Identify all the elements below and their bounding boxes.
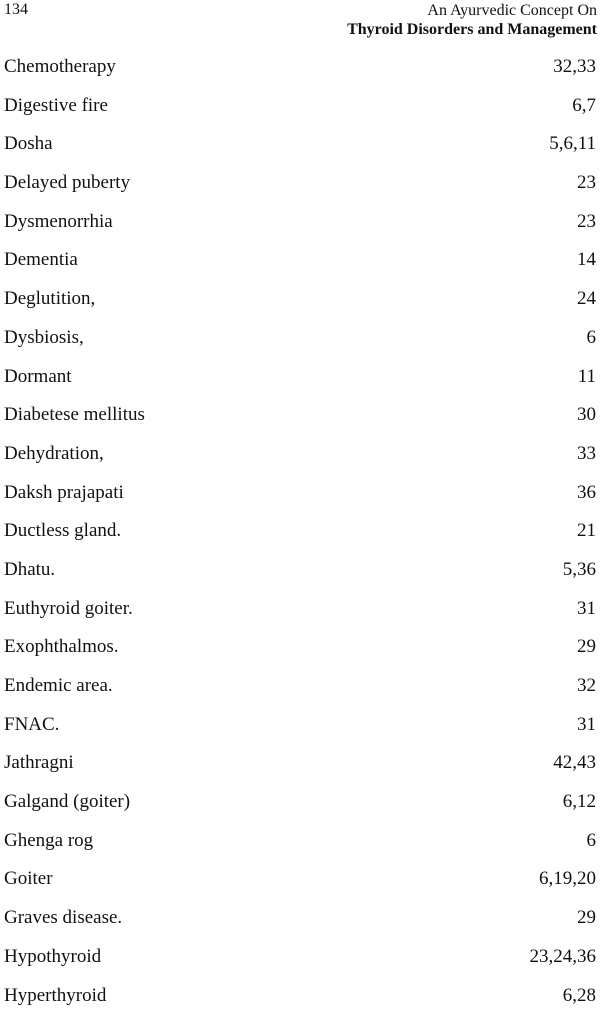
index-entry: [0, 48, 600, 87]
index-page-numbers: 30: [577, 396, 596, 434]
index-entry: [0, 590, 600, 629]
index-page-numbers: 6,19,20: [539, 860, 596, 898]
index-page-numbers: 23,24,36: [530, 938, 597, 976]
index-entry: [0, 628, 600, 667]
book-title-line1: An Ayurvedic Concept On: [347, 1, 597, 20]
index-entry: [0, 280, 600, 319]
index-entry: [0, 706, 600, 745]
index-entry: [0, 87, 600, 126]
index-term: Digestive fire: [4, 87, 108, 125]
index-page-numbers: 6,28: [563, 977, 596, 1015]
index-term: FNAC.: [4, 706, 59, 744]
running-head: [347, 1, 597, 39]
index-entry: [0, 899, 600, 938]
index-term: Dysbiosis,: [4, 319, 84, 357]
index-term: Exophthalmos.: [4, 628, 119, 666]
index-page-numbers: 23: [577, 203, 596, 241]
index-term: Goiter: [4, 860, 53, 898]
index-term: Daksh prajapati: [4, 474, 124, 512]
index-entry: [0, 358, 600, 397]
index-page-numbers: 6,7: [572, 87, 596, 125]
index-term: Hyperthyroid: [4, 977, 106, 1015]
index-entry: [0, 744, 600, 783]
index-term: Dormant: [4, 358, 72, 396]
index-page-numbers: 6,12: [563, 783, 596, 821]
index-page-numbers: 32,33: [553, 48, 596, 86]
index-entry: [0, 319, 600, 358]
index-page-numbers: 33: [577, 435, 596, 473]
index-entry: [0, 435, 600, 474]
index-term: Dosha: [4, 125, 53, 163]
index-entry: [0, 203, 600, 242]
page-header: [0, 0, 600, 44]
index-entry: [0, 512, 600, 551]
index-page-numbers: 31: [577, 590, 596, 628]
index-page-numbers: 36: [577, 474, 596, 512]
index-term: Dysmenorrhia: [4, 203, 113, 241]
index-page-numbers: 29: [577, 628, 596, 666]
index-page-numbers: 5,36: [563, 551, 596, 589]
page-number: 134: [4, 1, 28, 19]
index-entry: [0, 938, 600, 977]
index-entry: [0, 241, 600, 280]
index-entry: [0, 164, 600, 203]
index-entry: [0, 551, 600, 590]
index-entry: [0, 977, 600, 1015]
index-entry: [0, 822, 600, 861]
index-page-numbers: 11: [578, 358, 596, 396]
index-term: Chemotherapy: [4, 48, 116, 86]
index-list: [0, 48, 600, 1015]
index-term: Dehydration,: [4, 435, 104, 473]
index-term: Ghenga rog: [4, 822, 93, 860]
index-page-numbers: 29: [577, 899, 596, 937]
index-page-numbers: 23: [577, 164, 596, 202]
index-page-numbers: 6: [587, 822, 597, 860]
index-term: Dementia: [4, 241, 78, 279]
index-term: Dhatu.: [4, 551, 55, 589]
index-page-numbers: 31: [577, 706, 596, 744]
index-page-numbers: 24: [577, 280, 596, 318]
index-term: Deglutition,: [4, 280, 95, 318]
index-page-numbers: 6: [587, 319, 597, 357]
index-page-numbers: 21: [577, 512, 596, 550]
index-term: Hypothyroid: [4, 938, 101, 976]
book-title-line2: Thyroid Disorders and Management: [347, 20, 597, 39]
index-entry: [0, 125, 600, 164]
index-entry: [0, 783, 600, 822]
index-term: Endemic area.: [4, 667, 113, 705]
index-page-numbers: 32: [577, 667, 596, 705]
index-entry: [0, 860, 600, 899]
index-page-numbers: 5,6,11: [549, 125, 596, 163]
index-term: Jathragni: [4, 744, 74, 782]
index-term: Ductless gland.: [4, 512, 121, 550]
index-page-numbers: 14: [577, 241, 596, 279]
index-entry: [0, 474, 600, 513]
index-entry: [0, 396, 600, 435]
index-page-numbers: 42,43: [553, 744, 596, 782]
index-term: Delayed puberty: [4, 164, 130, 202]
index-term: Diabetese mellitus: [4, 396, 145, 434]
index-entry: [0, 667, 600, 706]
index-term: Euthyroid goiter.: [4, 590, 133, 628]
index-term: Galgand (goiter): [4, 783, 130, 821]
index-term: Graves disease.: [4, 899, 122, 937]
